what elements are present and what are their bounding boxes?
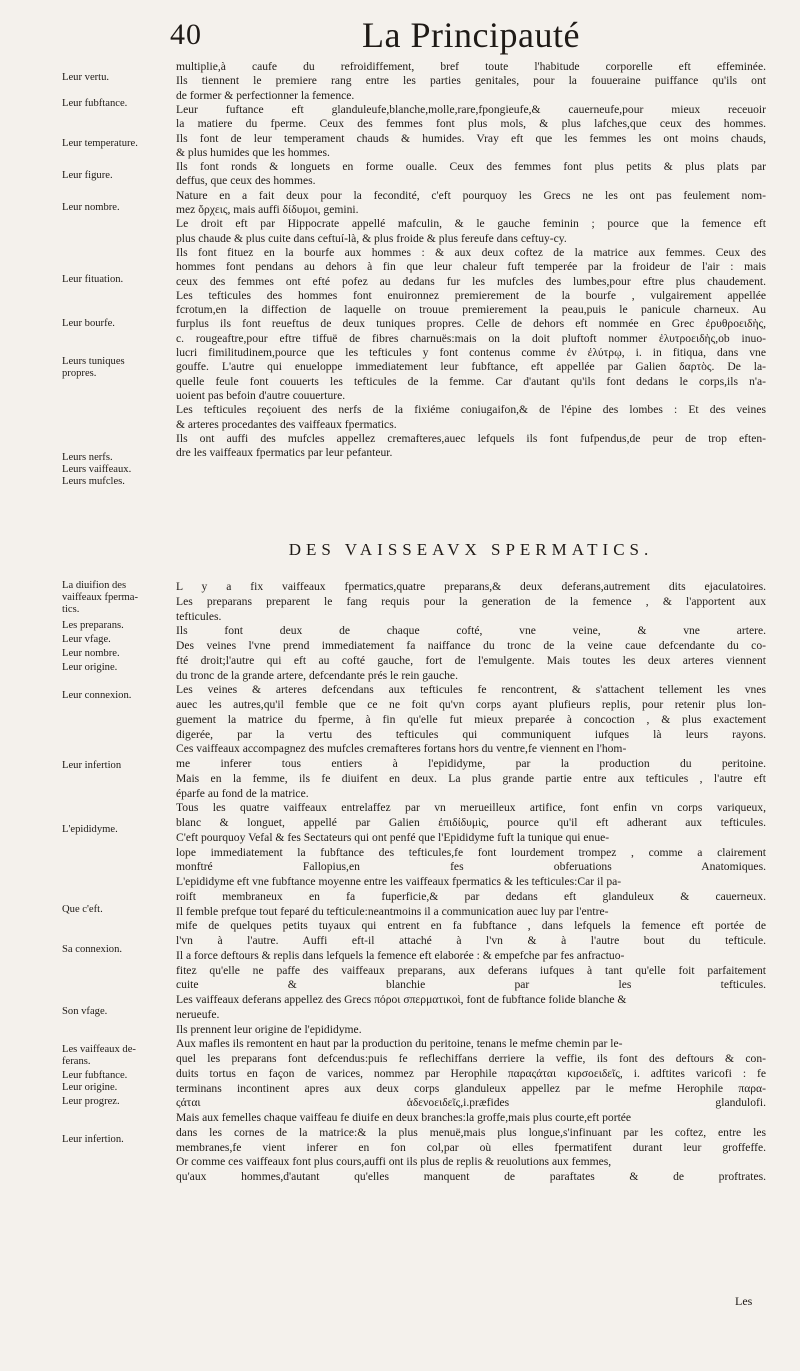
text-line: nerueufe. bbox=[176, 1007, 220, 1021]
text-line: duits tortus en façon de varices, nommez par Herophile παραςάται κιρσοειδεῖς, i. adftites varicofi : fe bbox=[176, 1066, 766, 1080]
margin-note: Leur figure. bbox=[62, 170, 113, 181]
text-line: deffus, que ceux des hommes. bbox=[176, 174, 316, 188]
margin-note: La diuifion des bbox=[62, 580, 127, 591]
text-line: auec les autres,qu'il femble que ce ne foit qu'vn corps ayant plufieurs replis, pour retenir plus lon- bbox=[176, 698, 766, 711]
text-line: Aux mafles ils remontent en haut par la production du peritoine, tenans le mefme chemin par le- bbox=[176, 1037, 623, 1051]
text-line: L'epididyme eft vne fubftance moyenne entre les vaiffeaux fpermatics & les tefticules:Car il pa- bbox=[176, 875, 622, 888]
text-line: ςάται ἀδενοειδεῖς,i.præfides glandulofi. bbox=[176, 1096, 766, 1110]
text-line: roift membraneux en fa fuperficie,& par dedans eft glanduleux & cauerneux. bbox=[176, 889, 766, 903]
text-line: dans les cornes de la matrice:& la plus menuë,mais plus longue,s'infinuant par les coftez, entre les bbox=[176, 1125, 766, 1139]
margin-note: Les vaiffeaux de- bbox=[62, 1044, 136, 1055]
text-line: Ils ont auffi des mufcles appellez cremafteres,auec lefquels ils font fufpendus,de peur de trop eften- bbox=[176, 431, 766, 445]
text-line: c. rougeaftre,pour eftre tiffuë de fibres charnuës:mais on la doit pluftoft nommer ἐλυτροειδὴς,ob inuo- bbox=[176, 331, 766, 345]
text-line: monftré Fallopius,en fes obferuations Anatomiques. bbox=[176, 860, 766, 874]
text-line: du tronc de la grande artere, defcendante prés le rein gauche. bbox=[176, 668, 458, 682]
text-line: Ils tiennent le premiere rang entre les parties genitales, pour la fouueraine puiffance qu'ils ont bbox=[176, 74, 766, 88]
margin-note: Leur connexion. bbox=[62, 690, 132, 701]
text-line: Mais aux femelles chaque vaiffeau fe diuife en deux branches:la groffe,mais plus courte,eft portée bbox=[176, 1111, 632, 1124]
text-line: Or comme ces vaiffeaux font plus cours,auffi ont ils plus de replis & reuolutions aux femmes, bbox=[176, 1155, 612, 1169]
text-line: Ils prennent leur origine de l'epididyme. bbox=[176, 1022, 362, 1036]
margin-note: Leurs nerfs. bbox=[62, 452, 113, 463]
section-heading: DES VAISSEAVX SPERMATICS. bbox=[288, 540, 654, 559]
text-line: lucri fimilitudinem,pource que les tefticules y font contenus comme ἐν ἐλύτρῳ, i. in fitiqua, dans vne bbox=[176, 346, 766, 359]
text-line: & arteres procedantes des vaiffeaux fpermatics. bbox=[176, 417, 397, 431]
text-line: furplus ils font reueftus de deux tuniques propres. Celle de dehors eft nommée en Grec ἐρυθροειδὴς, bbox=[176, 317, 766, 331]
margin-note: Leur origine. bbox=[62, 1082, 118, 1093]
text-line: l'vn à l'autre. Auffi eft-il attaché à l'vn & à l'autre bout du tefticule. bbox=[176, 934, 766, 947]
margin-note: propres. bbox=[62, 368, 97, 379]
margin-note: Les preparans. bbox=[62, 620, 124, 631]
text-line: Les tefticules des hommes font enuironnez premierement de la bourfe , vulgairement appellée bbox=[176, 288, 766, 302]
text-line: multiplie,à caufe du refroidiffement, bref toute l'habitude corporelle eft effeminée. bbox=[176, 60, 766, 73]
text-line: lope immediatement la fubftance des tefticules,fe font lourdement trompez , comme a clairement bbox=[176, 845, 766, 859]
margin-note: Leur nombre. bbox=[62, 202, 120, 213]
margin-note: Leur origine. bbox=[62, 662, 118, 673]
text-line: fcrotum,en la diffection de laquelle on trouue premierement la peau,puis le panicule charneux. Au bbox=[176, 303, 766, 317]
text-line: Tous les quatre vaiffeaux entrelaffez par vn merueilleux artifice, font enfin vn corps variqueux, bbox=[176, 801, 766, 815]
text-line: Leur fuftance eft glanduleufe,blanche,molle,rare,fpongieufe,& cauerneufe,pour mieux receuoir bbox=[176, 102, 766, 116]
text-line: mife de quelques petits tuyaux qui entrent en fa fubftance , dans lefquels la femence eft portée de bbox=[176, 919, 766, 933]
text-line: quel les preparans font defcendus:puis fe reflechiffans derriere la veffie, ils font des deftours & con- bbox=[176, 1052, 766, 1065]
text-line: quelle feule font couuerts les tefticules de la femme. Car d'autant qu'ils font dedans le corps,ils n'a- bbox=[176, 374, 766, 388]
text-line: ceux des femmes ont efté pofez au dedans fur les mufcles des lumbes,pour eftre plus chaudement. bbox=[176, 274, 766, 288]
text-line: Ils font fituez en la bourfe aux hommes : & aux deux coftez de la matrice aux femmes. Ceux des bbox=[176, 245, 766, 259]
margin-note: Leurs vaiffeaux. bbox=[62, 464, 132, 475]
text-line: me inferer tous entiers à l'epididyme, par la production du peritoine. bbox=[176, 757, 766, 770]
margin-note: L'epididyme. bbox=[62, 824, 118, 835]
text-line: éparfe au fond de la matrice. bbox=[176, 786, 309, 800]
margin-note: Leur nombre. bbox=[62, 648, 120, 659]
text-line: Les preparans preparent le fang requis pour la generation de la femence , & l'apportent aux bbox=[176, 594, 766, 608]
text-line: Ils font ronds & longuets en forme oualle. Ceux des femmes font plus petits & plus plats par bbox=[176, 160, 766, 174]
margin-note: Leurs mufcles. bbox=[62, 476, 125, 487]
text-line: Les veines & arteres defcendans aux tefticules fe rencontrent, & s'attachent tellement les vnes bbox=[176, 683, 766, 697]
margin-note: Leur fituation. bbox=[62, 274, 124, 285]
margin-note: Sa connexion. bbox=[62, 944, 123, 955]
text-line: digerée, par la vertu des tefticules qui communiquent iufques là leurs rayons. bbox=[176, 727, 766, 741]
text-line: gouffe. L'autre qui enueloppe immediatement leur fubftance, eft appellée par Galien δαρτὸς. De la- bbox=[176, 360, 766, 374]
text-line: la matiere du fperme. Ceux des femmes font plus mols, & plus lafches,que ceux des hommes. bbox=[176, 117, 766, 131]
margin-note: Leur progrez. bbox=[62, 1096, 120, 1107]
margin-note: Leur infertion bbox=[62, 760, 122, 771]
text-line: Le droit eft par Hippocrate appellé mafculin, & le gauche feminin ; pource que la femence eft bbox=[176, 217, 766, 231]
text-line: Ces vaiffeaux accompagnez des mufcles cremafteres fortans hors du ventre,fe viennent en l'hom- bbox=[176, 742, 627, 756]
margin-note: Leur vertu. bbox=[62, 72, 110, 83]
margin-note: Leur infertion. bbox=[62, 1134, 124, 1145]
text-line: tefticules. bbox=[176, 609, 222, 623]
margin-note: Leur fubftance. bbox=[62, 1070, 128, 1081]
text-line: plus chaude & plus cuite dans ceftuí-là, & plus froide & plus fereufe dans ceftuy-cy. bbox=[176, 231, 567, 245]
text-line: L y a fix vaiffeaux fpermatics,quatre preparans,& deux deferans,autrement dits ejaculatoires. bbox=[176, 580, 766, 593]
text-line: de former & perfectionner la femence. bbox=[176, 88, 355, 102]
text-line: Il femble prefque tout feparé du tefticule:neantmoins il a communication auec luy par l'entre- bbox=[176, 904, 609, 918]
text-line: Il a force deftours & replis dans lefquels la femence eft elaborée : & empefche par fes anfractuo- bbox=[176, 948, 625, 962]
text-line: fitez qu'elle ne paffe des vaiffeaux preparans, aux deferans iufques à tant qu'elle foit parfaitement bbox=[176, 963, 766, 977]
margin-note: tics. bbox=[62, 604, 80, 615]
running-title: La Principauté bbox=[362, 15, 580, 55]
margin-note: Leur temperature. bbox=[62, 138, 138, 149]
text-line: cuite & blanchie par les tefticules. bbox=[176, 978, 766, 992]
text-line: blanc & longuet, appellé par Galien ἐπιδίδυμὶς, pource qu'il eft adherant aux tefticules. bbox=[176, 816, 766, 829]
text-line: guement la matrice du fperme, à fin qu'elle fut mieux preparée à concoction , & plus exactement bbox=[176, 712, 766, 726]
text-line: hommes font pendans au dehors à fin que leur chaleur fuft temperée par la froideur de l'air : mais bbox=[176, 260, 766, 274]
text-line: C'eft pourquoy Vefal & fes Sectateurs qui ont penfé que l'Epididyme fuft la tunique qui enue- bbox=[176, 830, 610, 844]
catchword: Les bbox=[735, 1294, 753, 1308]
text-line: Les tefticules reçoiuent des nerfs de la fixiéme coniugaifon,& de l'épine des lombes : Et des veines bbox=[176, 403, 766, 417]
margin-note: Leur fubftance. bbox=[62, 98, 128, 109]
text-line: Nature en a fait deux pour la fecondité, c'eft pourquoy les Grecs ne les ont pas feulement nom- bbox=[176, 188, 766, 202]
text-line: Ils font deux de chaque cofté, vne veine, & vne artere. bbox=[176, 624, 766, 638]
text-line: terminans incontinent apres aux deux corps glanduleux appellez par le mefme Herophile παρα- bbox=[176, 1081, 766, 1095]
margin-note: Leur vfage. bbox=[62, 634, 111, 645]
text-line: qu'aux hommes,d'autant qu'elles manquent de paraftates & de proftrates. bbox=[176, 1170, 766, 1183]
text-line: mez ὄρχεις, mais auffi δίδυμοι, gemini. bbox=[176, 203, 359, 216]
margin-note: ferans. bbox=[62, 1056, 91, 1067]
margin-note: Leurs tuniques bbox=[62, 356, 125, 367]
text-line: Ils font de leur temperament chauds & humides. Vray eft que les femmes les ont moins chauds, bbox=[176, 131, 766, 145]
margin-note: Son vfage. bbox=[62, 1006, 108, 1017]
text-line: Les vaiffeaux deferans appellez des Grecs πόροι σπερματικοὶ, font de fubftance folide blanche & bbox=[176, 993, 627, 1006]
margin-note: vaiffeaux fperma- bbox=[62, 592, 138, 603]
text-line: Des veines l'vne prend immediatement fa naiffance du tronc de la veine caue defcendante du co- bbox=[176, 639, 766, 652]
margin-note: Que c'eft. bbox=[62, 904, 103, 915]
text-line: membranes,fe vient inferer en fon col,par où elles fpermatifent durant leur groffeffe. bbox=[176, 1140, 766, 1154]
margin-note: Leur bourfe. bbox=[62, 318, 115, 329]
text-line: dre les vaiffeaux fpermatics par leur pefanteur. bbox=[176, 446, 393, 460]
text-line: fté droit;l'autre qui eft au cofté gauche, fort de l'emulgente. Mais toutes les deux arteres viennent bbox=[176, 653, 766, 667]
text-line: & plus humides que les hommes. bbox=[176, 145, 330, 159]
page-number: 40 bbox=[170, 18, 202, 51]
text-line: uoient pas befoin d'autre couuerture. bbox=[176, 388, 346, 402]
text-line: Mais en la femme, ils fe diuifent en deux. La plus grande partie entre aux tefticules , l'autre eft bbox=[176, 771, 766, 785]
